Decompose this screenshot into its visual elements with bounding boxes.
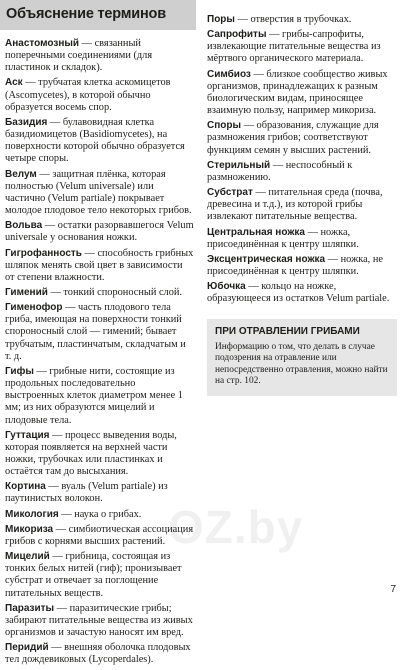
glossary-definition: — остатки разорвавшегося Velum universale у основания ножки. (5, 220, 194, 244)
glossary-entry (5, 481, 194, 505)
glossary-definition: — вуаль (Velum partiale) из паутинистых волокон. (5, 481, 168, 505)
glossary-term: Аск (5, 77, 23, 89)
glossary-term: Гифы (5, 365, 34, 377)
glossary-term: Велум (5, 168, 37, 180)
glossary-term: Микориза (5, 523, 54, 535)
glossary-term: Сапрофиты (207, 29, 267, 41)
glossary-entry (5, 509, 194, 521)
glossary-term: Анастомозный (5, 38, 80, 49)
glossary-entry (5, 642, 194, 666)
glossary-entry (5, 77, 194, 113)
glossary-term: Базидия (5, 116, 48, 128)
glossary-definition: — образования, служащие для размножения грибов; соответствуют функциям семян у высших растений. (207, 120, 379, 156)
glossary-definition: — процесс выведения воды, которая появляется на верхней части ножки, трубочках или пластинках и остаётся там до высыхания. (5, 429, 177, 478)
glossary-definition: — наука о грибах. (58, 508, 142, 520)
left-column (5, 38, 194, 670)
glossary-term: Центральная ножка (207, 226, 305, 238)
page-header (0, 0, 196, 30)
glossary-definition: — грибница, состоящая из тонких белых нитей (гиф); пронизывает субстрат и отвечает за поглощение питательных веществ. (5, 551, 182, 599)
poisoning-notice-box (207, 319, 397, 396)
glossary-entry (207, 69, 397, 118)
glossary-term: Перидий (5, 642, 49, 654)
glossary-definition: — близкое сообщество живых организмов, принадлежащих к разным биологическим видам, приносящее взаимную пользу, например микориза. (207, 68, 388, 117)
glossary-term: Мицелий (5, 551, 50, 563)
glossary-definition: — внешняя оболочка плодовых тел дождевиковых (Lycoperdales). (5, 642, 191, 666)
glossary-term: Микология (5, 508, 59, 520)
glossary-entry (5, 248, 194, 284)
glossary-entry (5, 603, 194, 639)
glossary-term: Гуттация (5, 429, 50, 441)
glossary-term: Эксцентрическая ножка (207, 253, 326, 265)
glossary-definition: — симбиотическая ассоциация грибов с корнями высших растений. (5, 523, 194, 547)
notice-text: Информацию о том, что делать в случае подозрения на отравление или непосредственно отравления, можно найти на стр. 102. (215, 341, 388, 387)
glossary-entry (207, 227, 397, 251)
glossary-entry (5, 551, 194, 600)
glossary-definition: — кольцо на ножке, образующееся из остатков Velum partiale. (207, 281, 390, 305)
glossary-entry (207, 187, 397, 223)
glossary-entry (207, 14, 397, 26)
glossary-term: Вольва (5, 220, 43, 232)
glossary-entry (207, 281, 397, 305)
glossary-term: Споры (207, 120, 242, 132)
glossary-entry (5, 117, 194, 166)
glossary-definition: — часть плодового тела гриба, имеющая на поверхности тонкий спороносный слой — гимений; бывает трубчатым, пластинчатым, складчатым и т. д. (5, 302, 186, 362)
glossary-entry (5, 524, 194, 548)
glossary-term: Стерильный (207, 159, 271, 171)
glossary-term: Поры (207, 14, 235, 25)
page-title: Объяснение терминов (6, 6, 166, 22)
page-number: 7 (390, 584, 396, 595)
glossary-entry (5, 220, 194, 244)
notice-title: ПРИ ОТРАВЛЕНИИ ГРИБАМИ (215, 326, 360, 338)
glossary-term: Гимений (5, 286, 48, 298)
glossary-entry (5, 287, 194, 299)
glossary-term: Паразиты (5, 602, 55, 614)
glossary-definition: — трубчатая клетка аскомицетов (Ascomycetes), в которой обычно образуется восемь спор. (5, 77, 171, 113)
glossary-definition: — отверстия в трубочках. (234, 14, 352, 25)
glossary-entry (5, 38, 194, 74)
glossary-term: Юбочка (207, 281, 246, 293)
glossary-definition: — грибы-сапрофиты, извлекающие питательные вещества из мёртвого органического материала. (207, 29, 381, 65)
glossary-entry (207, 29, 397, 65)
glossary-term: Гигрофанность (5, 247, 82, 259)
glossary-entry (5, 169, 194, 218)
glossary-definition: — ножка, не присоединённая к центру шляпки. (207, 253, 383, 277)
glossary-definition: — ножка, присоединённая к центру шляпки. (207, 226, 359, 250)
glossary-definition: — связанный поперечными соединениями (для пластинок и складок). (5, 38, 153, 74)
glossary-entry (5, 302, 194, 363)
glossary-definition: — булавовидная клетка базидиомицетов (Basidiomycetes), на поверхности которой обычно образуется четыре споры. (5, 116, 185, 165)
watermark: OZ.by (168, 501, 304, 553)
glossary-definition: — паразитические грибы; забирают питательные вещества из живых организмов и зачастую наносят им вред. (5, 602, 193, 639)
glossary-definition: — неспособный к размножению. (207, 159, 353, 183)
glossary-entry (5, 366, 194, 427)
right-column (207, 14, 397, 396)
glossary-definition: — тонкий спороносный слой. (47, 286, 183, 298)
glossary-term: Симбиоз (207, 68, 251, 80)
glossary-entry (5, 430, 194, 479)
glossary-entry (207, 120, 397, 156)
glossary-definition: — питательная среда (почва, древесина и т.д.), из которой грибы извлекают питательные вещества. (207, 187, 383, 223)
glossary-entry (207, 254, 397, 278)
glossary-definition: — способность грибных шляпок менять свой цвет в зависимости от степени влажности. (5, 247, 194, 283)
glossary-definition: — защитная плёнка, которая полностью (Velum universale) или частично (Velum partiale) покрывает молодое плодовое тело некоторых грибов. (5, 168, 192, 217)
glossary-definition: — грибные нити, состоящие из продольных последовательно выстроенных клеток диаметром менее 1 мм; из них образуются мицелий и плодовые тела. (5, 365, 183, 426)
glossary-entry (207, 160, 397, 184)
glossary-term: Кортина (5, 481, 46, 493)
glossary-term: Гименофор (5, 302, 63, 314)
glossary-term: Субстрат (207, 187, 253, 199)
